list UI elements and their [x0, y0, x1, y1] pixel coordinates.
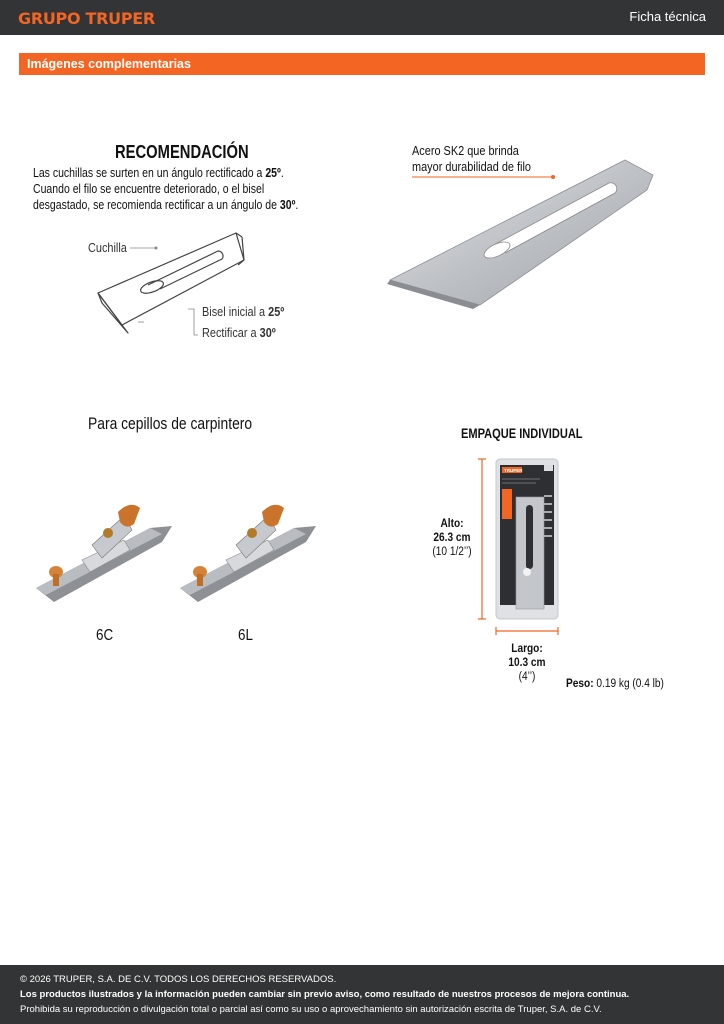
steel-note: Acero SK2 que brinda mayor durabilidad de filo — [412, 143, 531, 174]
blade-photo — [385, 155, 660, 310]
packaging-image — [470, 455, 570, 640]
model-6c: 6C — [96, 627, 114, 644]
height-dimension: Alto: 26.3 cm (10 1/2’’) — [432, 518, 472, 558]
recommendation-title: RECOMENDACIÓN — [115, 142, 249, 162]
header-bar — [0, 0, 724, 35]
initial-bevel-label: Bisel inicial a 25º — [202, 304, 285, 319]
plane-6c-image — [32, 500, 174, 605]
resharpen-label: Rectificar a 30º — [202, 325, 276, 340]
packaging-title: EMPAQUE INDIVIDUAL — [461, 426, 583, 441]
document-type: Ficha técnica — [629, 9, 706, 24]
brand-logo: GRUPO TRUPER — [18, 9, 155, 28]
recommendation-text: Las cuchillas se surten en un ángulo rectificado a 25º. Cuando el filo se encuentre deteriorado, o el bisel desgastado, se recomienda rectificar a un ángulo de 30º. — [33, 166, 299, 212]
footer-copyright: © 2026 TRUPER, S.A. DE C.V. TODOS LOS DERECHOS RESERVADOS. — [20, 974, 337, 985]
footer — [0, 965, 724, 1024]
weight: Peso: 0.19 kg (0.4 lb) — [566, 678, 664, 690]
footer-prohibition: Prohibida su reproducción o divulgación total o parcial así como su uso o aprovechamiento sin autorización escrita de Truper, S.A. de C.V. — [20, 1004, 602, 1015]
section-title: Imágenes complementarias — [27, 57, 191, 71]
blade-label: Cuchilla — [88, 240, 127, 255]
package-brand: TRUPER — [504, 468, 523, 473]
width-dimension: Largo: 10.3 cm (4’’) — [508, 643, 546, 683]
footer-notice: Los productos ilustrados y la información pueden cambiar sin previo aviso, como resultado de nuestros procesos de mejora continua. — [20, 989, 630, 1000]
model-6l: 6L — [238, 627, 253, 644]
section-header — [19, 53, 705, 75]
plane-6l-image — [176, 500, 318, 605]
planes-title: Para cepillos de carpintero — [88, 415, 253, 433]
